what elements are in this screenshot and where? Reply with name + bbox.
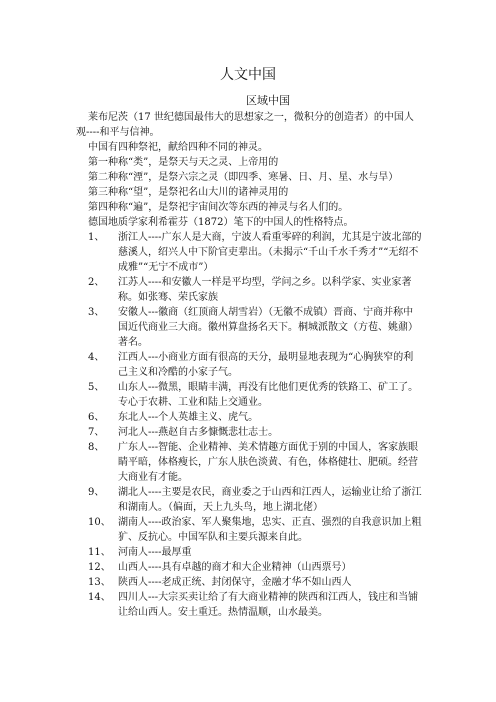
list-item-text: 山东人---微黑，眼睛丰满，再没有比他们更优秀的铁路工、矿工了。专心于农耕、工业和陆上交通业。 [118,382,419,408]
list-item-number: 7、 [88,427,105,438]
list-item-number: 8、 [88,442,105,453]
list-item-text: 湖北人----主要是农民，商业委之于山西和江西人，运输业让给了浙江和湖南人。（偏面，天上九头鸟，地上湖北佬） [118,487,422,513]
list-item [88,590,422,620]
list-item-number: 11、 [88,547,111,558]
list-item [88,380,422,410]
list-item-number: 14、 [88,592,111,603]
list-item-text: 广东人---智能、企业精神、美术情趣方面优于别的中国人，客家族眼睛平暗，体格瘦长，广东人肤色淡黄、有色，体格健壮、肥硕。经营大商业有才能。 [118,442,419,483]
list-item-number: 5、 [88,382,105,393]
list-item [88,275,422,305]
list-item-number: 1、 [88,232,105,243]
document-subtitle: 区域中国 [246,94,290,107]
list-item [88,515,422,545]
list-item-number: 10、 [88,517,111,528]
list-item-text: 安徽人---徽商（红顶商人胡雪岩）（无徽不成镇）晋商、宁商并称中国近代商业三大商。徽州算盘扬名天下。桐城派散文（方苞、姚鼐）著名。 [118,307,418,348]
list-item-text: 东北人---个人英雄主义、虎气。 [118,412,259,423]
intro-paragraph: 德国地质学家利希霍芬（1872）笔下的中国人的性格特点。 [88,217,354,228]
list-item-number: 6、 [88,412,105,423]
list-item-text: 山西人----具有卓越的商才和大企业精神（山西票号） [118,562,352,573]
list-item [88,440,422,485]
intro-paragraph: 莱布尼茨（17 世纪德国最伟大的思想家之一，微积分的创造者）的中国人观----和平与信神。 [76,112,414,138]
list-item-text: 河北人---燕赵自古多慷慨悲壮志士。 [118,427,279,438]
list-item-number: 12、 [88,562,111,573]
list-item-text: 四川人---大宗买卖让给了有大商业精神的陕西和江西人，钱庄和当铺让给山西人。安土重迁。热情温顺，山水最美。 [118,592,419,618]
list-item [88,425,422,440]
list-item [88,545,422,560]
intro-paragraph: 第三种称“望”，是祭祀名山大川的诸神灵用的 [88,187,289,198]
list-item [88,410,422,425]
list-item [88,575,422,590]
list-item-number: 9、 [88,487,105,498]
list-item [88,485,422,515]
intro-paragraph: 第一种称“类”，是祭天与天之灵、上帝用的 [88,157,279,168]
list-item-number: 3、 [88,307,105,318]
list-item [88,305,422,350]
list-item-text: 陕西人----老成正统、封闭保守，金融才华不如山西人 [118,577,352,588]
document-body [76,110,422,620]
list-item [88,350,422,380]
intro-paragraph: 第二种称“湮”，是祭六宗之灵（即四季、寒暑、日、月、星、水与旱） [88,172,399,183]
list-item-text: 河南人----最厚重 [118,547,192,558]
list-item [88,230,422,275]
list-item-number: 2、 [88,277,105,288]
list-item-text: 江西人---小商业方面有很高的天分，最明显地表现为“心胸狭窄的利己主义和冷酷的小家子气。 [118,352,414,378]
list-item-number: 13、 [88,577,111,588]
intro-paragraph: 中国有四种祭祀，献给四种不同的神灵。 [88,142,268,153]
list-item-text: 湖南人----政治家、军人聚集地，忠实、正直、强烈的自我意识加上粗犷、反抗心。中国军队和主要兵源来自此。 [118,517,422,543]
list-item [88,560,422,575]
intro-paragraph: 第四种称“遍”，是祭祀宇宙间次等东西的神灵与名人们的。 [88,202,349,213]
document-title: 人文中国 [220,67,276,83]
list-item-text: 江苏人----和安徽人一样是平均型，学问之乡。以科学家、实业家著称。如张骞、荣氏家族 [118,277,412,303]
list-item-text: 浙江人----广东人是大商，宁波人看重零碎的利润，尤其是宁波北部的慈溪人，绍兴人中下阶官吏辈出。（未揭示“千山千水千秀才”“无绍不成雅”“无宁不成市”） [118,232,422,273]
list-item-number: 4、 [88,352,105,363]
